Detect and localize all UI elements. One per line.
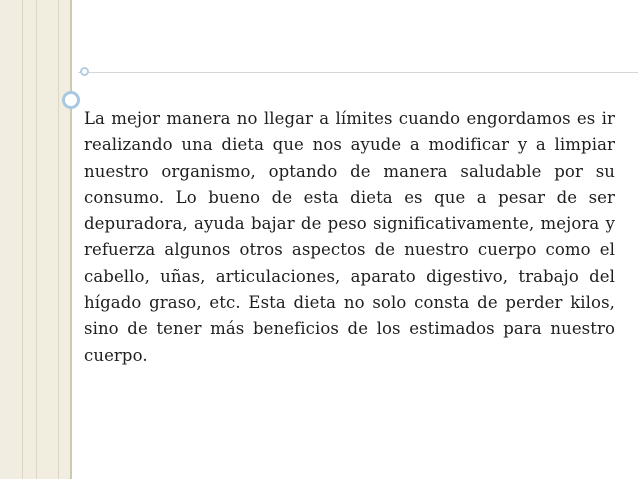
decorative-vertical-line [70,0,72,479]
decorative-vertical-line [36,0,37,479]
slide-body-text: La mejor manera no llegar a límites cuando engordamos es ir realizando una dieta que nos ayude a modificar y a limpiar nuestro organismo, optando de manera saludable por su consumo. Lo bueno de esta dieta es que a pesar de ser depuradora, ayuda bajar de peso significativamente, mejora y refuerza algunos otros aspectos de nuestro cuerpo como el cabello, uñas, articulaciones, aparato digestivo, trabajo del hígado graso, etc. Esta dieta no solo consta de perder kilos, sino de tener más beneficios de los estimados para nuestro cuerpo. [84,109,615,365]
decorative-vertical-line [58,0,59,479]
left-decorative-band [0,0,70,479]
large-circle-ornament-icon [62,91,80,109]
decorative-vertical-line [22,0,23,479]
small-circle-ornament-icon [80,67,89,76]
title-divider-line [78,72,638,73]
